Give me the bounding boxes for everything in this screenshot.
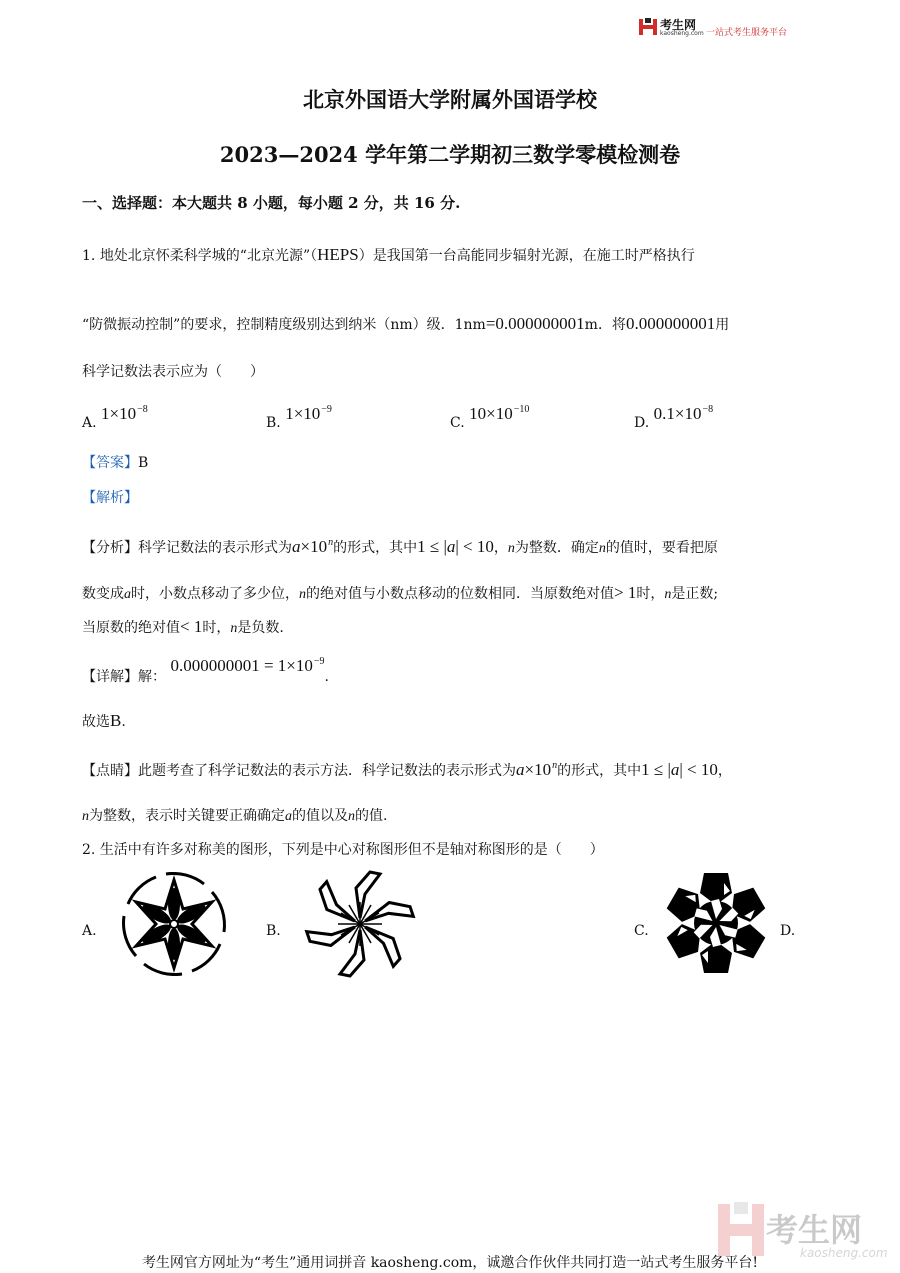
logo-site: kaosheng.com [660, 30, 704, 37]
watermark-site: kaosheng.com [800, 1246, 888, 1260]
option-c-value: $10\times 10^{-10}$ [469, 404, 530, 423]
q1-option-a [82, 400, 148, 431]
figure-b-icon [300, 870, 420, 978]
q1-option-d [634, 400, 714, 431]
fx-text-11: 当原数的绝对值 [82, 620, 180, 636]
fx-tag: 【分析】 [82, 540, 138, 556]
fx-text-9: 时， [636, 586, 665, 602]
fx-text-8: 的绝对值与小数点移动的位数相同．当原数绝对值 [306, 586, 614, 602]
xj-text: 解： [138, 669, 166, 685]
dj-text-4: 为整数，表示时关键要正确确定 [89, 808, 285, 824]
option-a-value: $1\times 10^{-8}$ [101, 404, 148, 423]
q1-line3: 科学记数法表示应为（ ） [82, 364, 264, 380]
q2-option-a-label: A. [82, 923, 97, 939]
q1-line2-b: ．将 [597, 317, 626, 333]
option-d-label: D. [634, 415, 650, 431]
section-heading: 一、选择题：本大题共 8 小题，每小题 2 分，共 16 分. [82, 194, 461, 212]
option-b-value: $1\times 10^{-9}$ [285, 404, 332, 423]
option-b-label: B. [266, 415, 281, 431]
q2-option-c-label: C. [634, 923, 649, 939]
dj-tag: 【点睛】 [82, 763, 138, 779]
xj-tag: 【详解】 [82, 669, 138, 685]
dj-line2: n为整数，表示时关键要正确确定a的值以及n的值. [82, 808, 388, 824]
q2-text: 生活中有许多对称美的图形，下列是中心对称图形但不是轴对称图形的是（ ） [99, 842, 604, 858]
q1-value-2: 0.000000001 [625, 314, 716, 333]
fx-text-5: 的值时，要看把原 [605, 540, 718, 556]
answer-line [82, 453, 148, 473]
logo-slogan: 一站式考生服务平台 [706, 28, 788, 38]
q1-line2-a: “防微振动控制”的要求，控制精度级别达到纳米（nm）级．1nm [82, 317, 486, 333]
choose-text: 故选 [82, 714, 110, 730]
xj-line [82, 656, 329, 687]
doc-title: 北京外国语大学附属外国语学校 [303, 87, 597, 112]
answer-value: B [138, 455, 149, 471]
fx-text-1: 科学记数法的表示形式为 [138, 540, 292, 556]
q2-number: 2. [82, 842, 96, 858]
q1-line2 [82, 314, 729, 335]
kaosheng-logo-icon [638, 17, 658, 37]
dj-text-1: 此题考查了科学记数法的表示方法．科学记数法的表示形式为 [138, 763, 516, 779]
option-c-label: C. [450, 415, 465, 431]
dj-comma: ， [717, 763, 732, 779]
q1-line2-c: 用 [715, 317, 730, 333]
q1-option-b [266, 400, 332, 431]
watermark-name: 考生网 [766, 1211, 863, 1249]
fx-comma: ， [493, 540, 508, 556]
figure-a-icon [118, 872, 230, 976]
option-a-label: A. [82, 415, 97, 431]
gt-one: > 1 [614, 583, 637, 602]
dj-text-6: 的值. [355, 808, 388, 824]
dj-line1: 【点睛】此题考查了科学记数法的表示方法．科学记数法的表示形式为$a\times 10^n$的形式，其中1 ≤ |a| < 10， [82, 760, 732, 779]
q1-number: 1. [82, 248, 96, 264]
dj-text-5: 的值以及 [292, 808, 348, 824]
q1-text-a: 地处北京怀柔科学城的“北京光源”（ [99, 248, 318, 264]
q2-option-b-label: B. [266, 923, 281, 939]
q1-line1 [82, 245, 695, 266]
lt-one: < 1 [180, 617, 203, 636]
q2-line [82, 840, 604, 860]
choose-dot: . [121, 714, 126, 730]
fx-line3: 当原数的绝对值< 1时，n是负数. [82, 617, 284, 636]
doc-subtitle: 2023—2024 学年第二学期初三数学零模检测卷 [219, 142, 681, 167]
choose-line [82, 711, 126, 732]
fx-line1: 【分析】科学记数法的表示形式为$a\times 10^n$的形式，其中1 ≤ |a| < 10，n为整数．确定n的值时，要看把原 [82, 537, 718, 556]
xj-equation: $0.000000001 = 1\times 10^{-9}$ [170, 656, 325, 675]
answer-tag: 【答案】 [82, 455, 138, 471]
fx-text-2: 的形式，其中 [333, 540, 418, 556]
fx-text-7: 时，小数点移动了多少位， [131, 586, 299, 602]
analysis-tag: 【解析】 [82, 490, 138, 506]
choose-answer: B [110, 711, 122, 730]
fx-text-4: 为整数．确定 [514, 540, 599, 556]
q1-value: 0.000000001 [495, 314, 585, 333]
fx-line2: 数变成a时，小数点移动了多少位，n的绝对值与小数点移动的位数相同．当原数绝对值> 1时，n是正数; [82, 583, 719, 602]
heps-label: HEPS [317, 245, 359, 264]
q1-option-c [450, 400, 530, 431]
eq-sign: = [485, 314, 496, 333]
fx-text-13: 是负数. [237, 620, 284, 636]
q1-unit: m [584, 317, 598, 333]
logo-name: 考生网 [660, 18, 697, 32]
xj-dot: . [324, 669, 329, 685]
q2-option-d-label: D. [780, 923, 796, 939]
fx-text-6: 数变成 [82, 586, 124, 602]
fx-text-12: 时， [202, 620, 231, 636]
page-footer: 考生网官方网址为“考生”通用词拼音 kaosheng.com，诚邀合作伙伴共同打造一站式考生服务平台! [141, 1255, 759, 1271]
option-d-value: $0.1\times 10^{-8}$ [653, 404, 714, 423]
q1-text-b: ）是我国第一台高能同步辐射光源，在施工时严格执行 [358, 248, 695, 264]
dj-text-2: 的形式，其中 [557, 763, 642, 779]
fx-text-10: 是正数; [671, 586, 719, 602]
figure-d-icon [666, 870, 766, 976]
